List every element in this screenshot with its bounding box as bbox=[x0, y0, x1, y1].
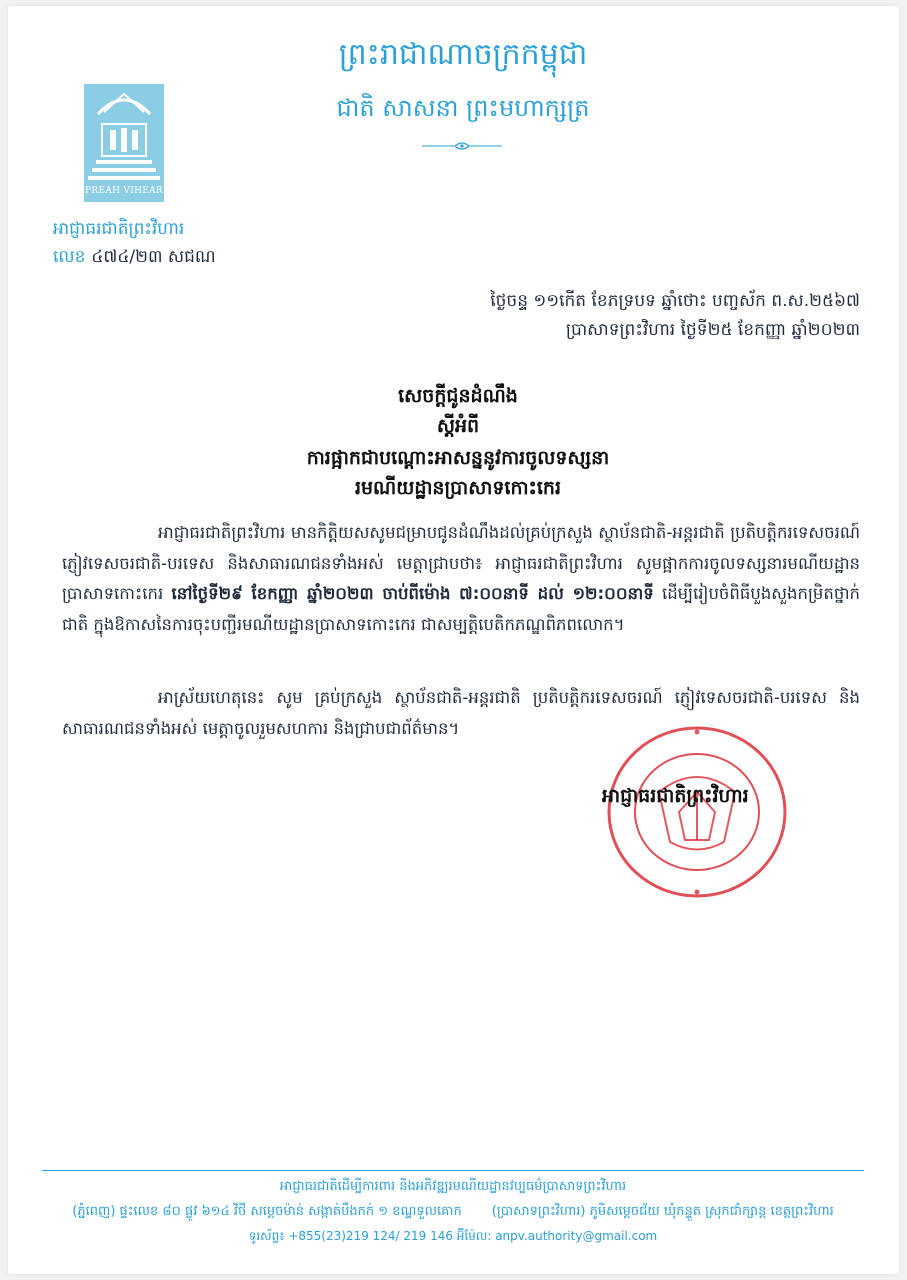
closure-date-time: នៅថ្ងៃទី២៩ ខែកញ្ញា ឆ្នាំ២០២៣ ចាប់ពីម៉ោង ៧:០០នាទី ដល់ ១២:០០នាទី bbox=[171, 584, 654, 603]
reference-number-row bbox=[53, 246, 216, 271]
notice-subject-label: ស្តីអំពី bbox=[436, 415, 480, 437]
notice-title: សេចក្តីជូនដំណឹង bbox=[398, 385, 518, 407]
address-preah-vihear: (ប្រាសាទព្រះវិហារ) ភូមិសម្តេចជ័យ ឃុំកន្ទួត ស្រុកជាំក្សាន្ត ខេត្តព្រះវិហារ bbox=[491, 1204, 834, 1219]
temple-emblem-icon bbox=[84, 84, 164, 202]
preah-vihear-logo bbox=[84, 84, 164, 202]
notice-subject-line2: រមណីយដ្ឋានប្រាសាទកោះកេរ bbox=[354, 477, 562, 499]
phone-number: +855(23)219 124/ 219 146 bbox=[288, 1229, 454, 1243]
body-paragraph-1 bbox=[62, 518, 860, 640]
address-phnom-penh: (ភ្នំពេញ) ផ្ទះលេខ ៨០ ផ្លូវ ៦១៤ វិថី សម្តេចម៉ាន់ សង្កាត់បឹងកក់ ១ ខណ្ឌទួលគោក bbox=[72, 1204, 462, 1219]
body-paragraph-1-reason: ដើម្បីរៀបចំពិធីបួងសួងកម្រិតថ្នាក់ជាតិ ក្នុងឱកាសនៃការចុះបញ្ជីរមណីយដ្ឋានប្រាសាទកោះកេរ ជាសម្បត្តិបេតិកភណ្ឌពិភពលោក។ bbox=[62, 584, 860, 634]
national-motto: ជាតិ សាសនា ព្រះមហាក្សត្រ bbox=[336, 94, 590, 122]
body-paragraph-1-intro: អាជ្ញាធរជាតិព្រះវិហារ មានកិត្តិយសសូមជម្រាបជូនដំណឹងដល់គ្រប់ក្រសួង ស្ថាប័នជាតិ-អន្តរជាតិ ប្រតិបត្តិករទេសចរណ៍ ភ្ញៀវទេសចរជាតិ-បរទេស និងសាធារណជនទាំងអស់ មេត្តាជ្រាបថា៖ អាជ្ញាធរជាតិព្រះវិហារ សូមផ្អាកការចូលទស្សនារមណីយដ្ឋានប្រាសាទកោះកេរ bbox=[62, 523, 860, 603]
logo-caption: PREAH VIHEAR bbox=[85, 186, 163, 196]
kingdom-heading: ព្រះរាជាណាចក្រកម្ពុជា bbox=[338, 37, 588, 72]
body-paragraph-2: អាស្រ័យហេតុនេះ សូម គ្រប់ក្រសួង ស្ថាប័នជាតិ-អន្តរជាតិ ប្រតិបត្តិករទេសចរណ៍ ភ្ញៀវទេសចរជាតិ-បរទេស និងសាធារណជនទាំងអស់ មេត្តាចូលរួមសហការ និងជ្រាបជាព័ត៌មាន។ bbox=[62, 688, 860, 738]
letter-page bbox=[8, 6, 899, 1274]
reference-label: លេខ bbox=[53, 247, 86, 267]
footer-divider bbox=[42, 1170, 864, 1171]
ornament-divider-icon bbox=[422, 139, 502, 153]
solar-date: ប្រាសាទព្រះវិហារ ថ្ងៃទី២៥ ខែកញ្ញា ឆ្នាំ២០២៣ bbox=[565, 320, 860, 340]
reference-number: ៤៧៤/២៣ សជណ bbox=[91, 247, 216, 267]
footer-contact bbox=[42, 1228, 864, 1246]
signer-name: អាជ្ញាធរជាតិព្រះវិហារ bbox=[602, 785, 749, 807]
notice-subject-line1: ការផ្អាកជាបណ្តោះអាសន្ននូវការចូលទស្សនា bbox=[306, 447, 610, 469]
phone-label: ទូរស័ព្ទ៖ bbox=[248, 1229, 285, 1243]
lunar-date: ថ្ងៃចន្ទ ១១កើត ខែភទ្របទ ឆ្នាំថោះ បញ្ចស័ក ព.ស.២៥៦៧ bbox=[490, 291, 860, 311]
footer-organization: អាជ្ញាធរជាតិដើម្បីការពារ និងអភិវឌ្ឍរមណីយដ្ឋានវប្បធម៌ប្រាសាទព្រះវិហារ bbox=[279, 1179, 627, 1194]
official-seal-icon bbox=[604, 722, 790, 902]
sender-authority: អាជ្ញាធរជាតិព្រះវិហារ bbox=[53, 219, 185, 239]
email-address: anpv.authority@gmail.com bbox=[495, 1229, 658, 1243]
footer-addresses bbox=[42, 1203, 864, 1222]
email-label: អ៊ីម៉ែល: bbox=[456, 1229, 492, 1243]
